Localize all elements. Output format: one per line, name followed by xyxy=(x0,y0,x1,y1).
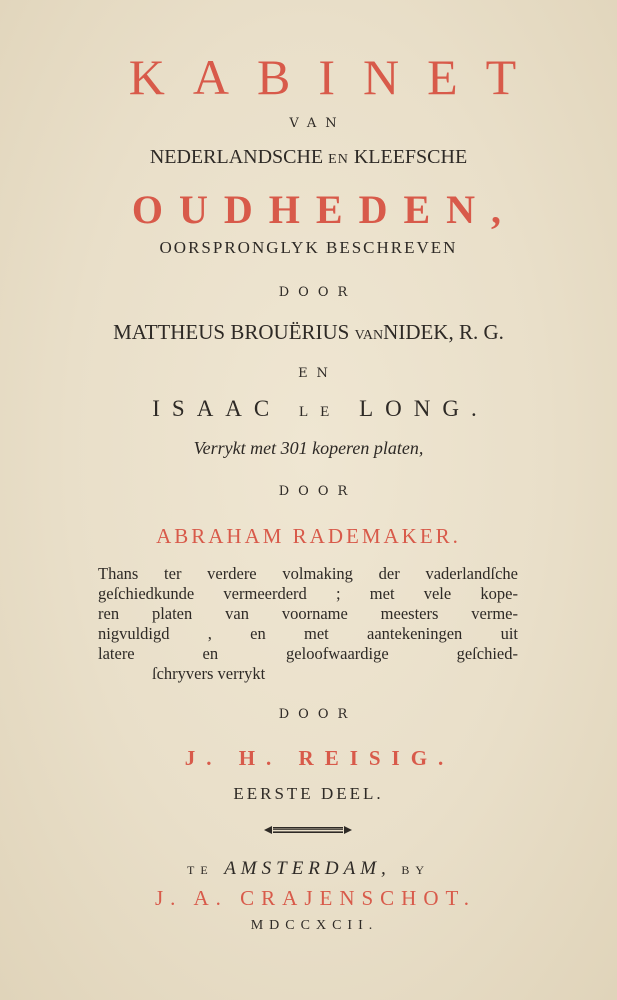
author-2-first: ISAAC xyxy=(152,396,282,421)
author-1-name: MATTHEUS BROUËRIUS xyxy=(113,320,350,344)
conjunction-en: EN xyxy=(298,366,337,381)
author-2-le: LE xyxy=(299,404,342,420)
door-3: DOOR xyxy=(278,707,357,722)
subtitle-nederlandsche: NEDERLANDSCHE xyxy=(149,146,324,168)
editor-name: J. H. REISIG. xyxy=(184,746,455,770)
author-2 xyxy=(0,396,617,422)
imprint-by: BY xyxy=(401,863,430,877)
description-line: geſchiedkunde vermeerderd ; met vele kope- xyxy=(98,584,518,603)
volume-label: EERSTE DEEL. xyxy=(233,784,384,803)
publication-year: MDCCXCII. xyxy=(250,918,379,933)
imprint-te: TE xyxy=(187,863,214,877)
subtitle-line xyxy=(0,146,617,169)
author-1-rest: NIDEK, R. G. xyxy=(383,320,504,344)
described-line: OORSPRONGLYK BESCHREVEN xyxy=(159,238,458,257)
author-1 xyxy=(0,320,617,345)
door-1: DOOR xyxy=(278,285,357,300)
subtitle-kleefsche: KLEEFSCHE xyxy=(353,146,468,168)
description-line: Thans ter verdere volmaking der vaderlandſche xyxy=(98,564,518,583)
main-subject: OUDHEDEN, xyxy=(131,187,518,232)
imprint-place xyxy=(0,858,617,880)
publisher-name: J. A. CRAJENSCHOT. xyxy=(154,886,477,910)
door-2: DOOR xyxy=(278,484,357,499)
description-line: ren platen van voorname meesters verme- xyxy=(98,604,518,623)
book-title: KABINET xyxy=(128,49,545,105)
description-line: ſchryvers verrykt xyxy=(152,664,266,683)
author-2-last: LONG. xyxy=(359,396,489,421)
title-van: VAN xyxy=(289,116,346,131)
description-line: latere en geloofwaardige geſchied- xyxy=(98,644,518,663)
description-line: nigvuldigd , en met aantekeningen uit xyxy=(98,624,518,643)
author-1-van: VAN xyxy=(354,328,384,343)
illustrator-name: ABRAHAM RADEMAKER. xyxy=(156,524,461,548)
description-paragraph xyxy=(98,564,518,684)
illustrated-line: Verrykt met 301 koperen platen, xyxy=(193,438,424,458)
ornament-rule-icon xyxy=(262,824,354,836)
imprint-city: AMSTERDAM, xyxy=(224,858,391,879)
subtitle-en: EN xyxy=(328,152,349,167)
